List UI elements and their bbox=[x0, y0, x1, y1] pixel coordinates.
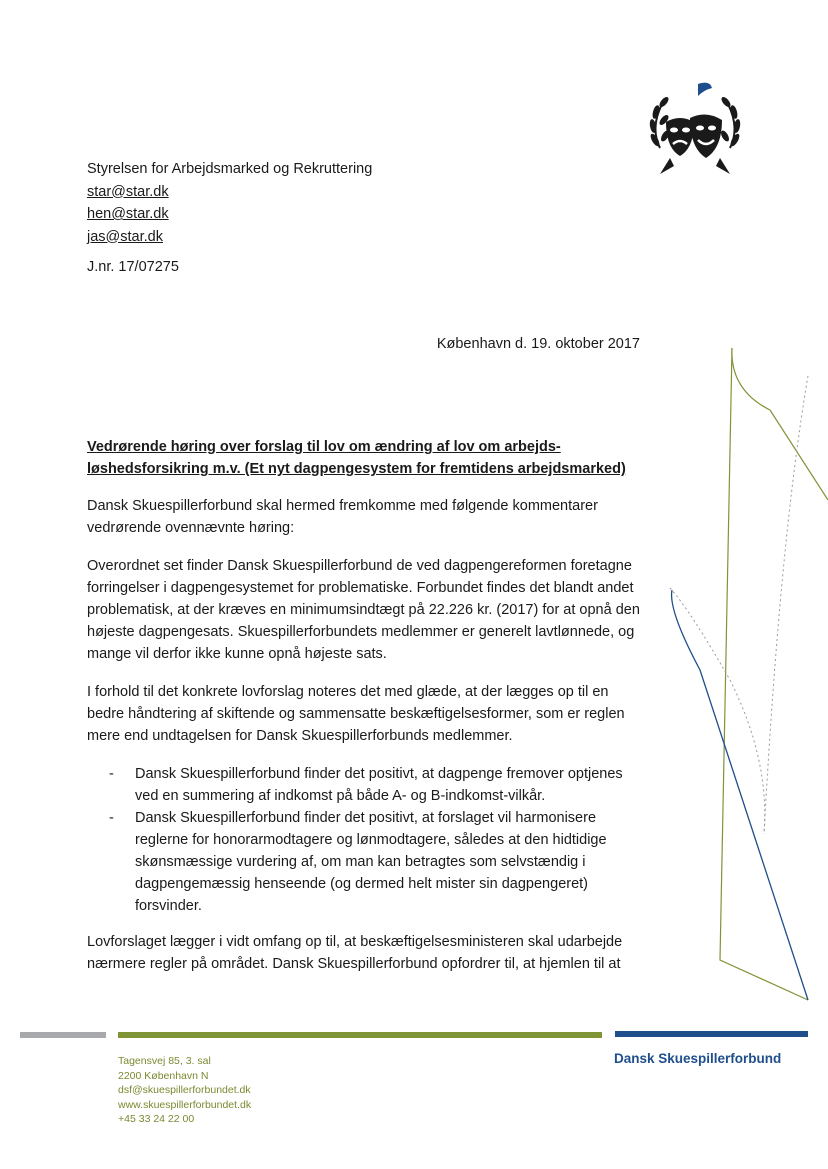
address-city: 2200 København N bbox=[118, 1069, 209, 1082]
date-line: København d. 19. oktober 2017 bbox=[436, 336, 640, 352]
recipient-block bbox=[87, 158, 372, 248]
paragraph-proposal: I forhold til det konkrete lovforslag noteres det med glæde, at der lægges op til en bedre håndtering af skiftende og sammensatte beskæftigelsesformer, som er reglen mere end undtagelsen for Dansk Skuespillerforbunds medlemmer. bbox=[87, 684, 625, 744]
recipient-organization: Styrelsen for Arbejdsmarked og Rekruttering bbox=[87, 161, 373, 177]
list-item bbox=[87, 807, 649, 917]
footer-bar-blue bbox=[615, 1031, 808, 1037]
footer-bar-grey bbox=[20, 1032, 106, 1038]
bullet-text: Dansk Skuespillerforbund finder det positivt, at forslaget vil harmonisere reglerne for honorarmodtagere og lønmodtagere, således at den hidtidige skønsmæssige vurdering af, om man kan betragtes som selvstændig i dagpengemæssig henseende (og dermed helt mister sin dagpengeret) forsvinder. bbox=[135, 810, 607, 914]
footer-color-bars bbox=[0, 1030, 828, 1040]
list-item bbox=[87, 763, 649, 807]
bullet-text: Dansk Skuespillerforbund finder det positivt, at dagpenge fremover optjenes ved en summering af indkomst på både A- og B-indkomst-vilkår. bbox=[135, 766, 623, 804]
decorative-lines bbox=[660, 340, 828, 1020]
theatre-masks-laurel-icon bbox=[640, 78, 750, 188]
subject-line-2: løshedsforsikring m.v. (Et nyt dagpengesystem for fremtidens arbejdsmarked) bbox=[87, 461, 626, 477]
recipient-email-1[interactable]: star@star.dk bbox=[87, 183, 169, 200]
letter-body bbox=[87, 495, 649, 991]
bullet-list bbox=[87, 763, 649, 917]
subject-heading bbox=[87, 436, 647, 480]
footer-bar-green bbox=[118, 1032, 602, 1038]
subject-line-1: Vedrørende høring over forslag til lov om ændring af lov om arbejds- bbox=[87, 439, 561, 455]
bullet-dash: - bbox=[109, 766, 114, 782]
paragraph-regulation: Lovforslaget lægger i vidt omfang op til, at beskæftigelsesministeren skal udarbejde nærmere regler på området. Dansk Skuespillerforbund opfordrer til, at hjemlen til at bbox=[87, 934, 623, 972]
reference-number: J.nr. 17/07275 bbox=[87, 259, 179, 275]
bullet-dash: - bbox=[109, 810, 114, 826]
footer-address bbox=[118, 1054, 251, 1127]
address-street: Tagensvej 85, 3. sal bbox=[118, 1055, 211, 1067]
address-website[interactable]: www.skuespillerforbundet.dk bbox=[118, 1098, 252, 1111]
address-email[interactable]: dsf@skuespillerforbundet.dk bbox=[118, 1084, 251, 1096]
address-phone: +45 33 24 22 00 bbox=[118, 1113, 195, 1125]
recipient-email-2[interactable]: hen@star.dk bbox=[87, 206, 169, 222]
paragraph-overview: Overordnet set finder Dansk Skuespillerforbund de ved dagpengereformen foretagne forringelser i dagpengesystemet for problematiske. Forbundet findes det blandt andet problematisk, at der kræves en minimumsindtægt på 22.226 kr. (2017) for at opnå den højeste dagpengesats. Skuespillerforbundets medlemmer er generelt lavtlønnede, og mange vil derfor ikke kunne opnå højeste sats. bbox=[87, 558, 640, 662]
recipient-email-3[interactable]: jas@star.dk bbox=[87, 228, 163, 245]
paragraph-intro: Dansk Skuespillerforbund skal hermed fremkomme med følgende kommentarer vedrørende ovennævnte høring: bbox=[87, 498, 598, 536]
brand-name: Dansk Skuespillerforbund bbox=[614, 1051, 782, 1066]
